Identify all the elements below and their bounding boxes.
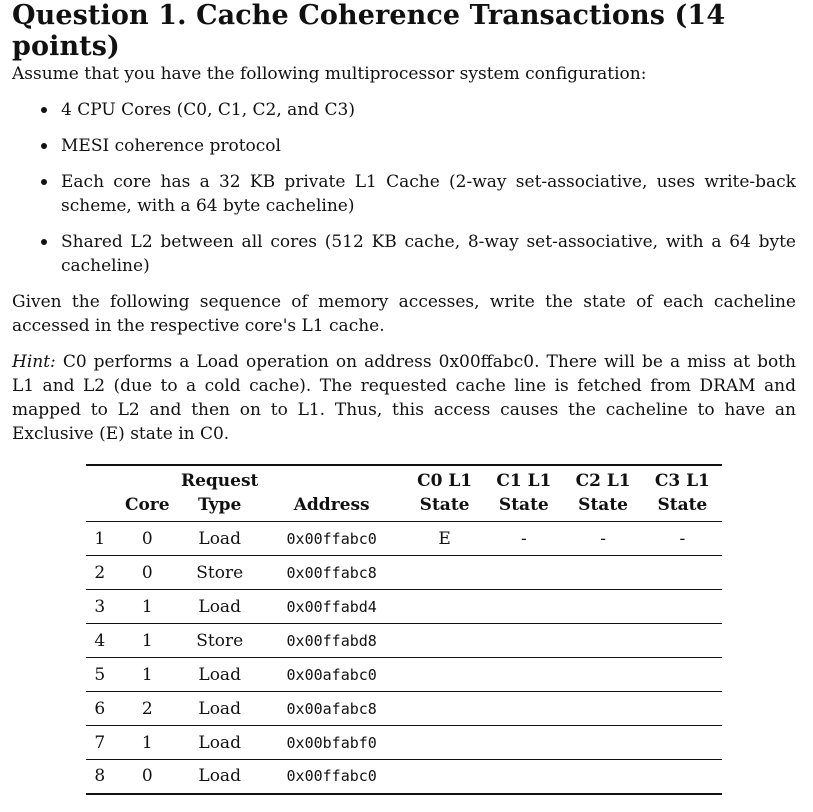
question-heading: Question 1. Cache Coherence Transactions (14 points) bbox=[12, 0, 726, 62]
cell-c2-state[interactable] bbox=[563, 624, 642, 658]
cell-address: 0x00ffabd4 bbox=[286, 597, 377, 616]
cell-c2-state: - bbox=[600, 528, 606, 549]
cell-c2-state[interactable] bbox=[563, 658, 642, 692]
row-index: 2 bbox=[94, 562, 106, 583]
cell-c0-state[interactable] bbox=[405, 692, 484, 726]
cell-core: 0 bbox=[141, 528, 153, 549]
bullet-icon bbox=[41, 239, 47, 245]
cell-address: 0x00afabc0 bbox=[286, 665, 377, 684]
cell-request-type: Load bbox=[198, 766, 241, 787]
cell-address: 0x00bfabf0 bbox=[286, 733, 377, 752]
row-index: 8 bbox=[94, 766, 106, 787]
cell-c0-state[interactable] bbox=[405, 590, 484, 624]
list-item-text: Each core has a 32 KB private L1 Cache (2-way set-associative, uses write-back scheme, with a 64 byte cacheline) bbox=[61, 172, 796, 216]
cell-address: 0x00ffabc0 bbox=[286, 767, 377, 786]
cell-c0-state[interactable] bbox=[405, 726, 484, 760]
table-row bbox=[86, 590, 722, 624]
list-item-text: 4 CPU Cores (C0, C1, C2, and C3) bbox=[61, 100, 356, 120]
bullet-icon bbox=[41, 179, 47, 185]
bullet-icon bbox=[41, 107, 47, 113]
cell-address: 0x00ffabc8 bbox=[286, 563, 377, 582]
cell-c3-state[interactable] bbox=[643, 760, 722, 794]
cell-c1-state: - bbox=[520, 528, 527, 549]
cell-request-type: Store bbox=[196, 562, 244, 583]
cell-c1-state[interactable] bbox=[484, 556, 563, 590]
cell-c0-state: E bbox=[438, 528, 451, 549]
list-item-text: Shared L2 between all cores (512 KB cache, 8-way set-associative, with a 64 byte cacheline) bbox=[61, 232, 796, 276]
cell-core: 1 bbox=[141, 732, 153, 753]
cell-c2-state[interactable] bbox=[563, 590, 642, 624]
cell-request-type: Store bbox=[196, 630, 244, 651]
cell-c2-state[interactable] bbox=[563, 726, 642, 760]
cell-c3-state[interactable] bbox=[643, 658, 722, 692]
table-header bbox=[86, 465, 722, 522]
cell-c0-state[interactable] bbox=[405, 760, 484, 794]
cell-c2-state[interactable] bbox=[563, 692, 642, 726]
cell-request-type: Load bbox=[198, 698, 241, 719]
row-index: 1 bbox=[94, 528, 106, 549]
hint-text: C0 performs a Load operation on address 0x00ffabc0. There will be a miss at both L1 and L2 (due to a cold cache). The requested cache line is fetched from DRAM and mapped to L2 and then on to L1. Thus, this access causes the cacheline to have an Exclusive (E) state in C0. bbox=[12, 352, 797, 444]
cell-core: 2 bbox=[141, 698, 153, 719]
hint-label: Hint: bbox=[12, 352, 56, 372]
table-body bbox=[86, 522, 722, 794]
cell-c1-state[interactable] bbox=[484, 658, 563, 692]
cell-request-type: Load bbox=[198, 596, 241, 617]
header-c1-state: C1 L1 State bbox=[496, 471, 552, 515]
bullet-icon bbox=[41, 143, 47, 149]
cell-c3-state[interactable] bbox=[643, 624, 722, 658]
cell-core: 0 bbox=[141, 562, 153, 583]
header-core: Core bbox=[124, 495, 170, 515]
cell-c2-state[interactable] bbox=[563, 556, 642, 590]
given-paragraph: Given the following sequence of memory accesses, write the state of each cacheline accessed in the respective core's L1 cache. bbox=[12, 292, 796, 336]
cell-request-type: Load bbox=[198, 732, 241, 753]
cell-c1-state[interactable] bbox=[484, 590, 563, 624]
cell-c1-state[interactable] bbox=[484, 692, 563, 726]
header-index bbox=[86, 465, 114, 522]
cell-core: 0 bbox=[141, 766, 153, 787]
row-index: 6 bbox=[94, 698, 106, 719]
cell-c0-state[interactable] bbox=[405, 624, 484, 658]
cell-core: 1 bbox=[141, 596, 153, 617]
row-index: 4 bbox=[94, 630, 106, 651]
cell-c3-state[interactable] bbox=[643, 726, 722, 760]
table-row bbox=[86, 556, 722, 590]
cell-address: 0x00ffabd8 bbox=[286, 631, 377, 650]
hint-paragraph bbox=[12, 350, 796, 446]
table-row bbox=[86, 624, 722, 658]
cell-c3-state[interactable] bbox=[643, 692, 722, 726]
table-row bbox=[86, 658, 722, 692]
coherence-table bbox=[86, 464, 722, 795]
cell-c3-state[interactable] bbox=[643, 590, 722, 624]
cell-c3-state[interactable] bbox=[643, 556, 722, 590]
list-item-text: MESI coherence protocol bbox=[61, 136, 281, 156]
cell-address: 0x00afabc8 bbox=[286, 699, 377, 718]
cell-core: 1 bbox=[141, 664, 153, 685]
cell-c3-state: - bbox=[679, 528, 686, 549]
cell-request-type: Load bbox=[198, 664, 241, 685]
cell-core: 1 bbox=[141, 630, 153, 651]
cell-c2-state[interactable] bbox=[563, 760, 642, 794]
table-row bbox=[86, 692, 722, 726]
header-address: Address bbox=[293, 495, 370, 515]
table-row bbox=[86, 760, 722, 794]
header-request-type: Request Type bbox=[180, 471, 259, 515]
cell-c1-state[interactable] bbox=[484, 760, 563, 794]
row-index: 5 bbox=[94, 664, 106, 685]
row-index: 7 bbox=[94, 732, 106, 753]
cell-c1-state[interactable] bbox=[484, 624, 563, 658]
cell-c0-state[interactable] bbox=[405, 556, 484, 590]
cell-c0-state[interactable] bbox=[405, 658, 484, 692]
table-row bbox=[86, 726, 722, 760]
cell-request-type: Load bbox=[198, 528, 241, 549]
header-c2-state: C2 L1 State bbox=[575, 471, 631, 515]
header-c3-state: C3 L1 State bbox=[654, 471, 710, 515]
row-index: 3 bbox=[94, 596, 106, 617]
cell-c1-state[interactable] bbox=[484, 726, 563, 760]
cell-address: 0x00ffabc0 bbox=[286, 529, 377, 548]
table-row bbox=[86, 522, 722, 556]
intro-paragraph: Assume that you have the following multiprocessor system configuration: bbox=[12, 64, 647, 84]
header-c0-state: C0 L1 State bbox=[417, 471, 473, 515]
